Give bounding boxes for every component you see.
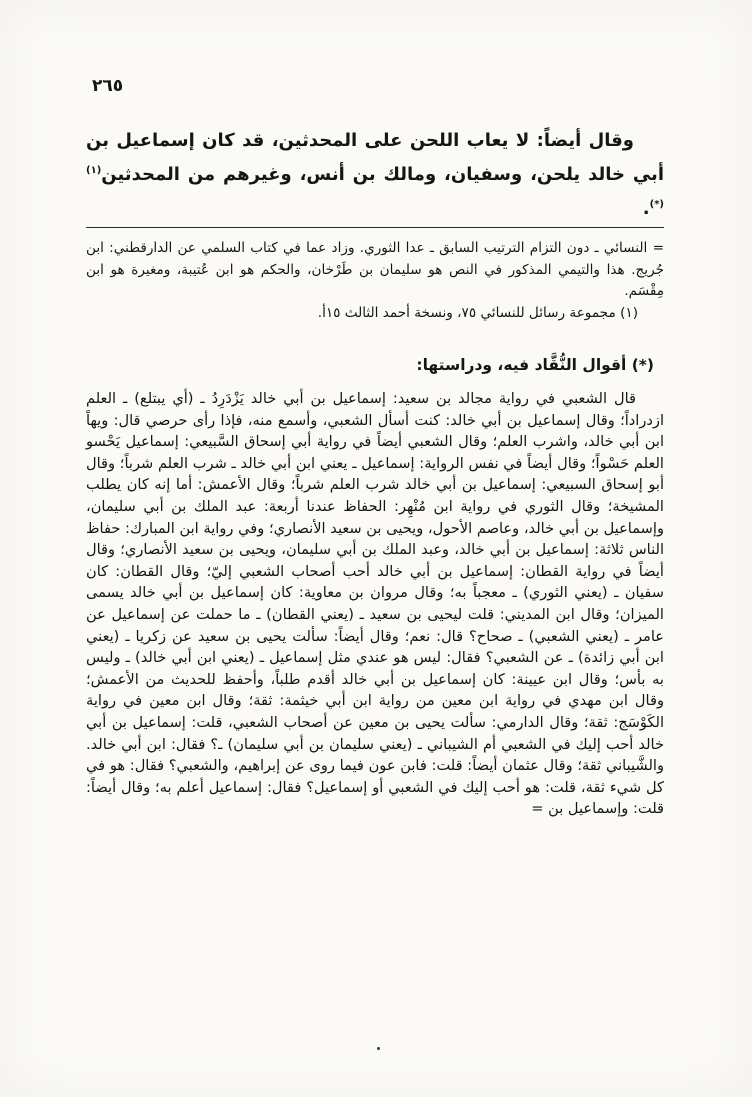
- intro-text: وقال أيضاً: لا يعاب اللحن على المحدثين، قد كان إسماعيل بن أبي خالد يلحن، وسفيان، ومالك بن أنس، وغيرهم من المحدثين: [86, 130, 664, 185]
- ink-speck: [377, 1047, 380, 1050]
- body-paragraph: قال الشعبي في رواية مجالد بن سعيد: إسماعيل بن أبي خالد يَزْدَرِدُ ـ (أي يبتلع) ـ العلم ازدراداً؛ وقال إسماعيل بن أبي خالد: كنت أسأل الشعبي، وأسمع منه، فإذا رأى حرصي قال: ويهاً ابن أبي خالد، واشرب العلم؛ وقال الشعبي أيضاً في رواية أبي إسحاق السَّبيعي: إسماعيل يَحْسو العلم حَسْواً؛ وقال أيضاً في نفس الرواية: إسماعيل ـ يعني ابن أبي خالد ـ شرب العلم شرباً؛ وقال أبو إسحاق السبيعي: إسماعيل بن أبي خالد شرب العلم شرباً؛ وقال الأعمش: أما إنه كان يطلب المشيخة؛ وقال الثوري في رواية ابن مُنْهِر: الحفاظ عندنا أربعة: عبد الملك بن أبي سليمان، وإسماعيل بن أبي خالد، وعاصم الأحول، ويحيى بن سعيد الأنصاري؛ وفي رواية ابن المبارك: حفاظ الناس ثلاثة: إسماعيل بن أبي خالد، وعبد الملك بن أبي سليمان، ويحيى بن سعيد الأنصاري؛ وقال أيضاً في رواية القطان: إسماعيل بن أبي خالد أحب أصحاب الشعبي إليّ؛ وقال القطان: كان سفيان ـ (يعني الثوري) ـ معجباً به؛ وقال مروان بن معاوية: كان إسماعيل بن أبي خالد يسمى الميزان؛ وقال ابن المديني: قلت ليحيى بن سعيد ـ (يعني القطان) ـ ما حملت عن إسماعيل عن عامر ـ (يعني الشعبي) ـ صحاح؟ قال: نعم؛ وقال أيضاً: سألت يحيى بن سعيد عن زكريا ـ (يعني ابن أبي زائدة) ـ عن الشعبي؟ فقال: ليس هو عندي مثل إسماعيل ـ (يعني ابن أبي خالد) ـ وليس به بأس؛ وقال ابن عيينة: كان إسماعيل بن أبي خالد أقدم طلباً، وأحفظ للحديث من الأعمش؛ وقال ابن مهدي في رواية ابن معين من رواية ابن أبي خيثمة: ثقة؛ وقال ابن معين في رواية الكَوْسَج: ثقة؛ وقال الدارمي: سألت يحيى بن معين عن أصحاب الشعبي، قلت: إسماعيل بن أبي خالد أحب إليك في الشعبي أم الشيباني ـ (يعني سليمان بن أبي سليمان) ـ؟ فقال: ابن أبي خالد. والشَّيباني ثقة؛ وقال عثمان أيضاً: قلت: فابن عون فيما روى عن إبراهيم، والشعبي؟ فقال: هو في كل شيء ثقة، قلت: هو أحب إليك في الشعبي أو إسماعيل؟ فقال: إسماعيل أعلم به؛ وقال أيضاً: قلت: وإسماعيل بن =: [86, 390, 664, 818]
- intro-period: .: [642, 198, 650, 219]
- footnote-continuation: = النسائي ـ دون التزام الترتيب السابق ـ عدا الثوري. وزاد عما في كتاب السلمي عن الدارقطني: ابن جُريج. هذا والتيمي المذكور في النص هو سليمان بن طَرْخان، والحكم هو ابن عُتيبة، ومغيرة هو ابن مِقْسَم.: [86, 240, 664, 299]
- footnote-separator-rule: [86, 227, 664, 228]
- footnote-1: (١) مجموعة رسائل للنسائي ٧٥، ونسخة أحمد الثالث ١٥أ.: [317, 304, 638, 321]
- section-heading: (*) أقوال النُّقَّاد فيه، ودراستها:: [416, 356, 654, 374]
- footnote-block: [86, 238, 664, 324]
- footnote-reference-marks: (١)(*): [86, 165, 664, 210]
- page-number: ٢٦٥: [92, 76, 124, 96]
- intro-paragraph: [86, 124, 664, 226]
